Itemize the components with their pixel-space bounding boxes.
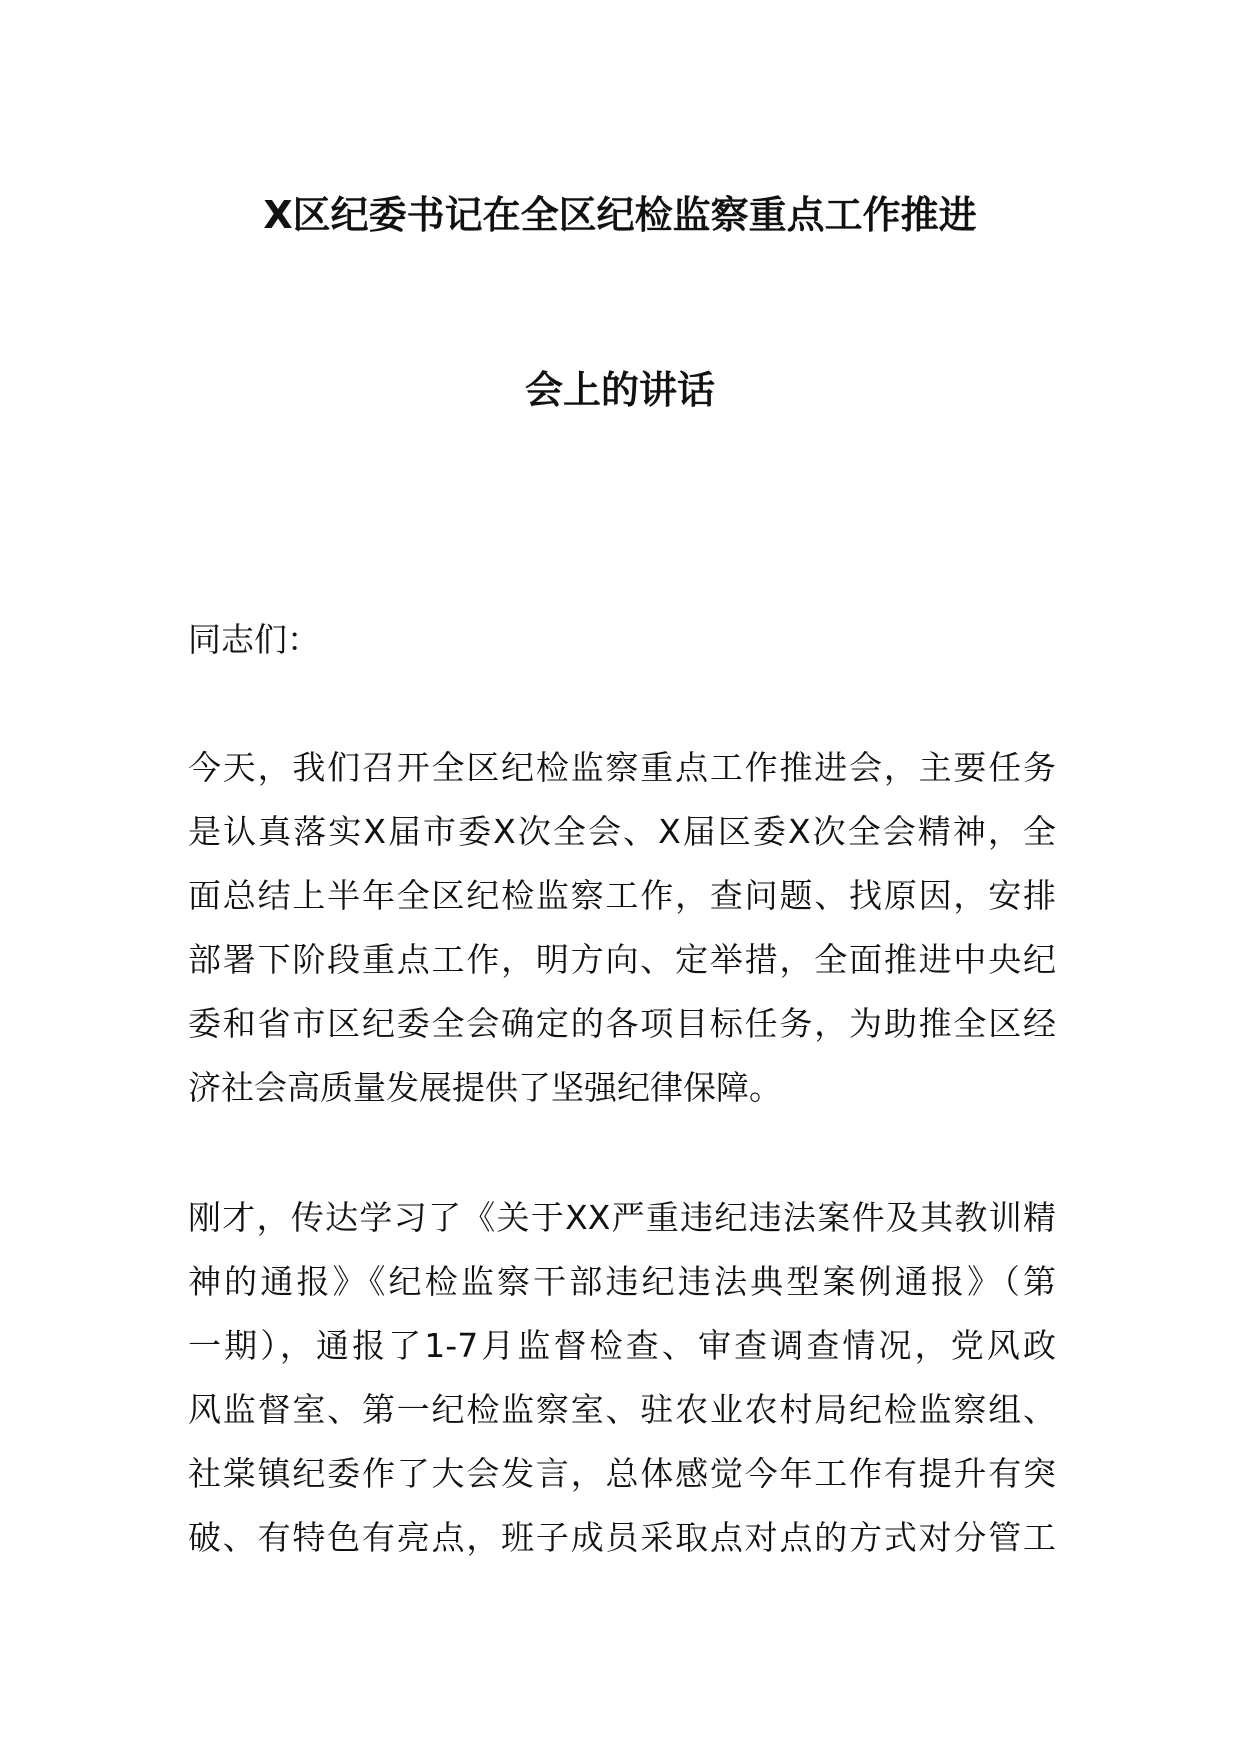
greeting [188,608,1056,672]
paragraph-line: 神的通报》《纪检监察干部违纪违法典型案例通报》（第 [188,1262,1056,1301]
document-title-line-1: X区纪委书记在全区纪检监察重点工作推进 [263,193,977,237]
paragraph-line: 面总结上半年全区纪检监察工作，查问题、找原因，安排 [188,876,1056,915]
paragraph-line: 委和省市区纪委全会确定的各项目标任务，为助推全区经 [188,1004,1056,1043]
paragraph-line: 是认真落实X届市委X次全会、X届区委X次全会精神，全 [188,812,1056,851]
greeting-text: 同志们： [188,620,320,659]
paragraph-line: 一期），通报了1-7月监督检查、审查调查情况，党风政 [188,1326,1056,1365]
paragraph-1 [188,736,1056,1120]
paragraph-line: 破、有特色有亮点，班子成员采取点对点的方式对分管工 [188,1518,1056,1557]
paragraph-2 [188,1186,1056,1570]
paragraph-line: 部署下阶段重点工作，明方向、定举措，全面推进中央纪 [188,940,1056,979]
paragraph-line: 济社会高质量发展提供了坚强纪律保障。 [188,1068,782,1107]
paragraph-line: 风监督室、第一纪检监察室、驻农业农村局纪检监察组、 [188,1390,1056,1429]
paragraph-line: 社棠镇纪委作了大会发言，总体感觉今年工作有提升有突 [188,1454,1056,1493]
document-title-line-2: 会上的讲话 [524,368,715,412]
paragraph-line: 刚才，传达学习了《关于XX严重违纪违法案件及其教训精 [188,1198,1056,1237]
paragraph-line: 今天，我们召开全区纪检监察重点工作推进会，主要任务 [188,748,1056,787]
